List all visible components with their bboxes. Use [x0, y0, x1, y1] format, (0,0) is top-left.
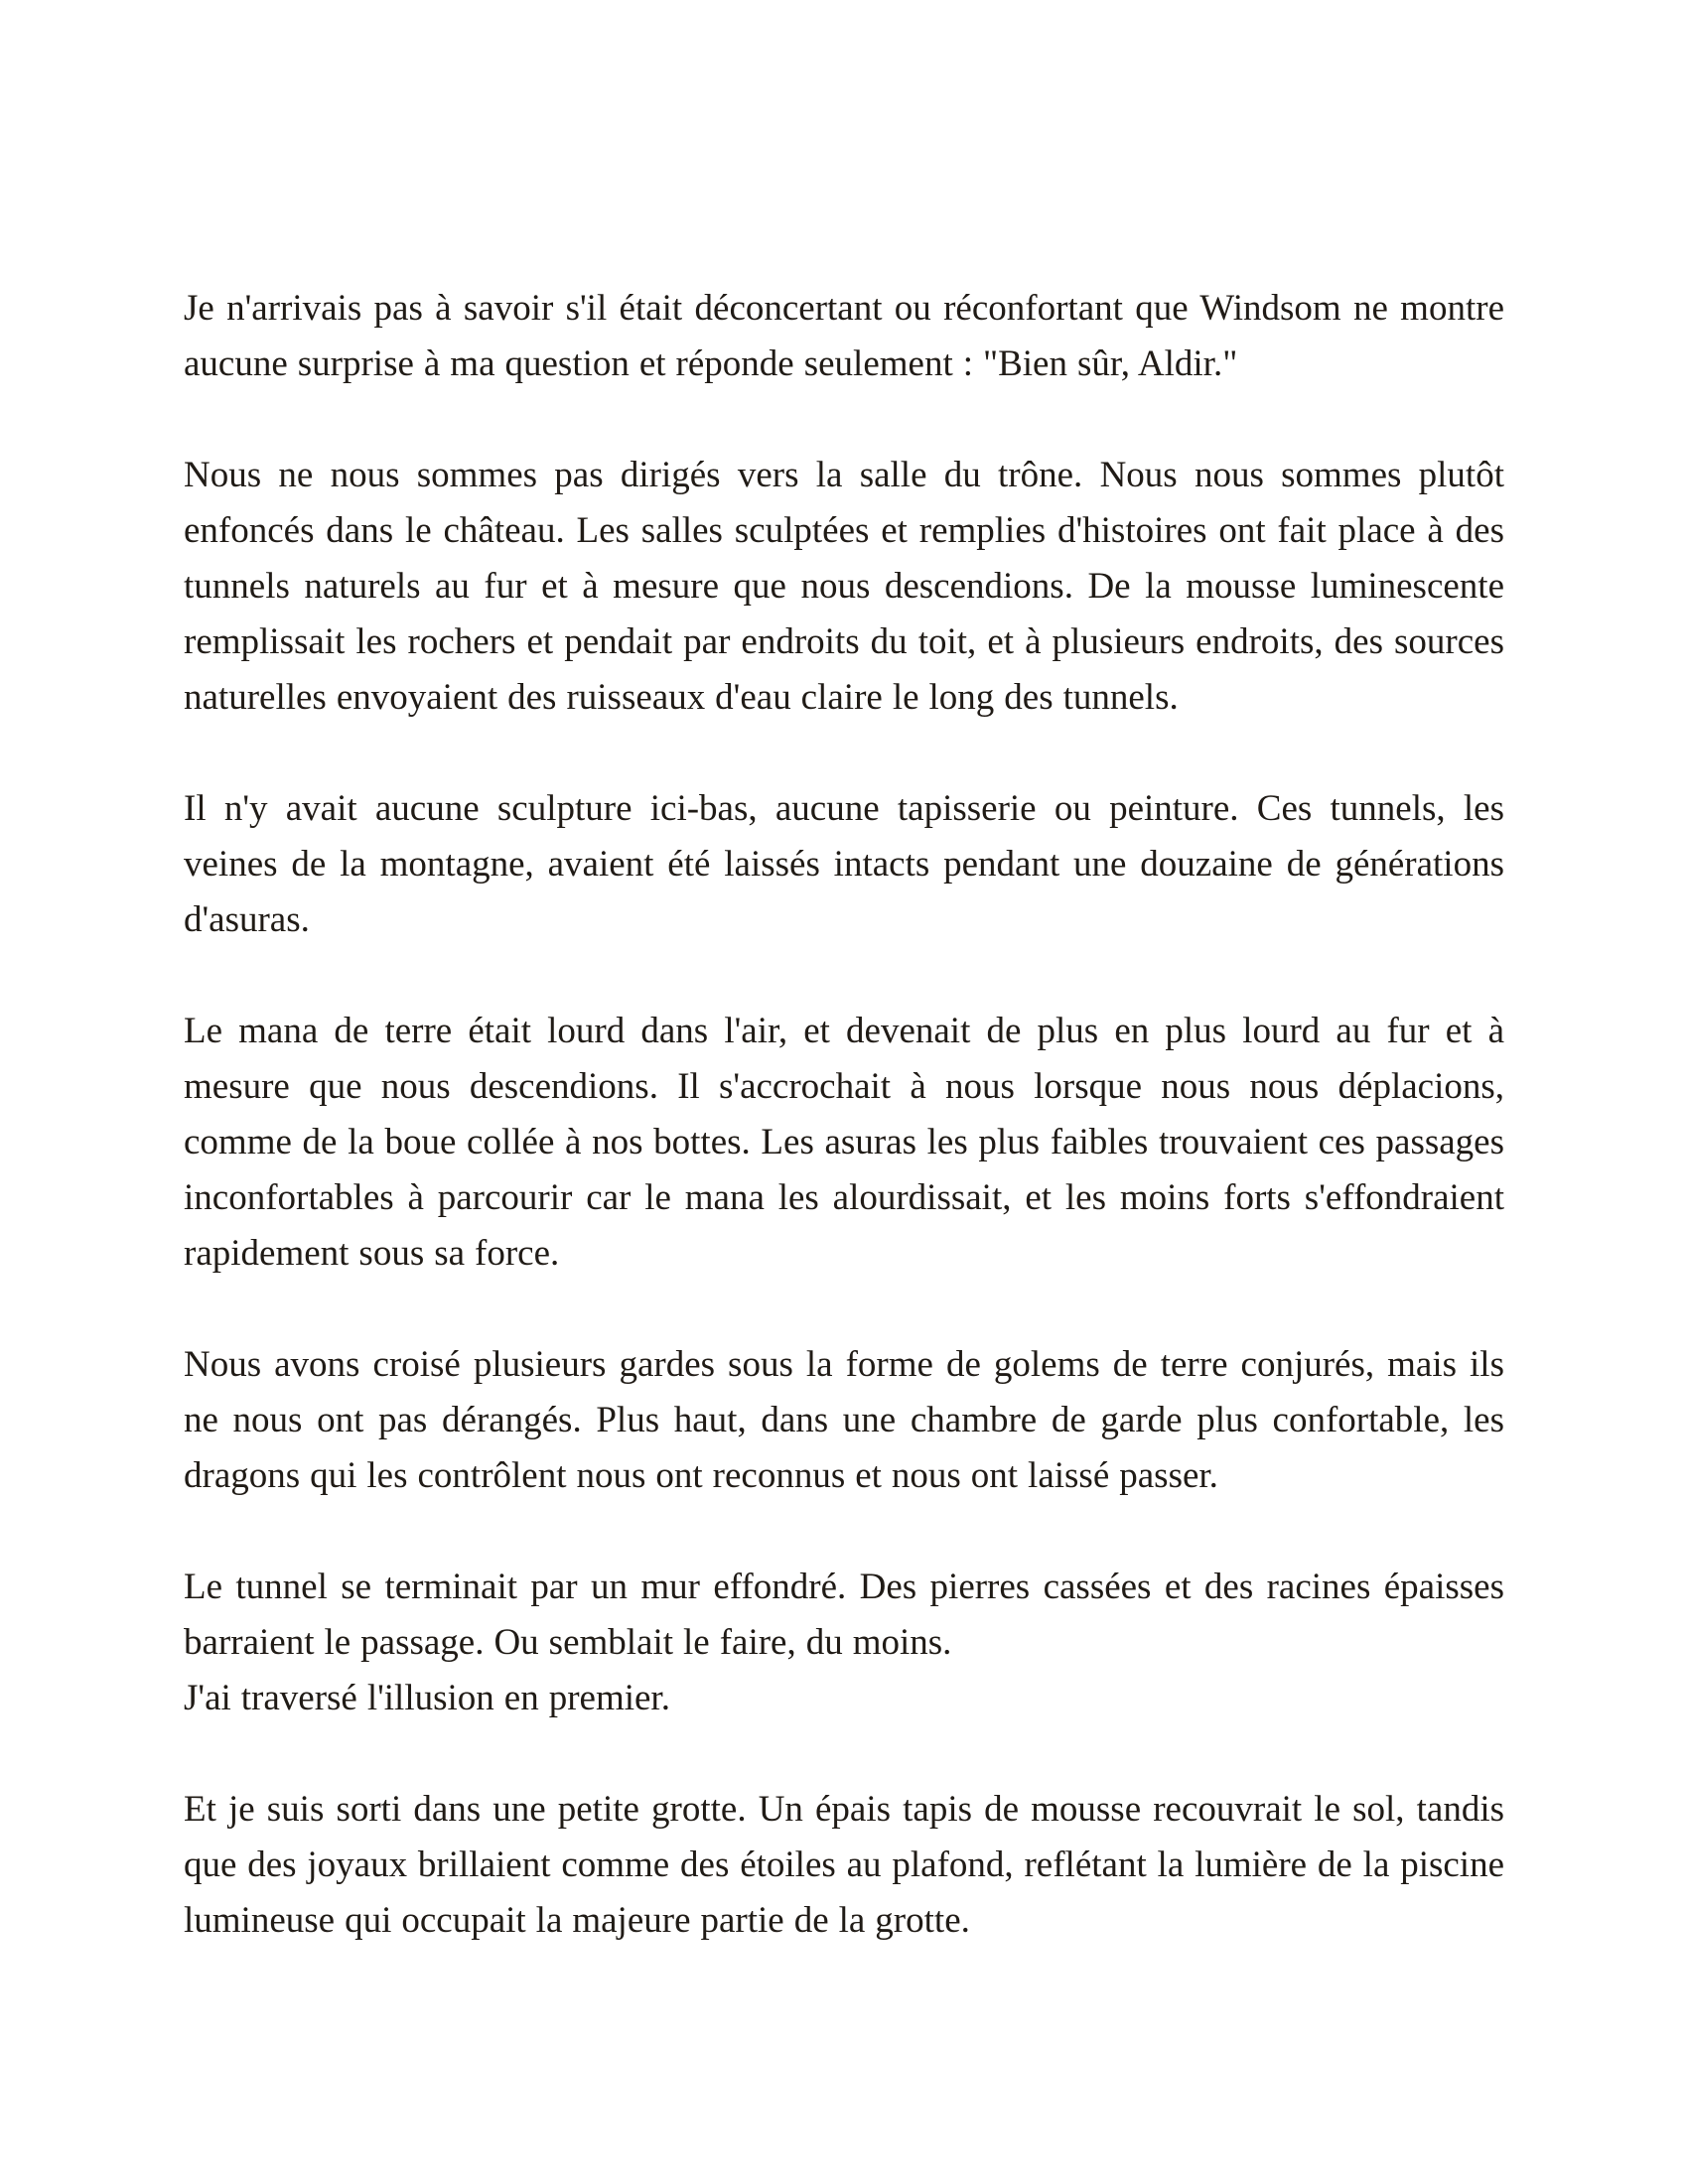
paragraph: Nous avons croisé plusieurs gardes sous la forme de golems de terre conjurés, mais ils ne nous ont pas dérangés. Plus haut, dans une chambre de garde plus confortable, les dragons qui les contrôlent nous ont reconnus et nous ont laissé passer.: [184, 1344, 1504, 1496]
paragraph: Il n'y avait aucune sculpture ici-bas, aucune tapisserie ou peinture. Ces tunnels, les veines de la montagne, avaient été laissés intacts pendant une douzaine de générations d'asuras.: [184, 788, 1504, 940]
paragraph: Le tunnel se terminait par un mur effondré. Des pierres cassées et des racines épaisses barraient le passage. Ou semblait le faire, du moins.: [184, 1567, 1504, 1663]
paragraph: Nous ne nous sommes pas dirigés vers la salle du trône. Nous nous sommes plutôt enfoncés dans le château. Les salles sculptées et remplies d'histoires ont fait place à des tunnels naturels au fur et à mesure que nous descendions. De la mousse luminescente remplissait les rochers et pendait par endroits du toit, et à plusieurs endroits, des sources naturelles envoyaient des ruisseaux d'eau claire le long des tunnels.: [184, 455, 1504, 718]
paragraph: Je n'arrivais pas à savoir s'il était déconcertant ou réconfortant que Windsom ne montre aucune surprise à ma question et réponde seulement : "Bien sûr, Aldir.": [184, 288, 1504, 384]
paragraph: Et je suis sorti dans une petite grotte. Un épais tapis de mousse recouvrait le sol, tandis que des joyaux brillaient comme des étoiles au plafond, reflétant la lumière de la piscine lumineuse qui occupait la majeure partie de la grotte.: [184, 1789, 1504, 1941]
paragraph: J'ai traversé l'illusion en premier.: [184, 1678, 670, 1718]
paragraph: Le mana de terre était lourd dans l'air, et devenait de plus en plus lourd au fur et à mesure que nous descendions. Il s'accrochait à nous lorsque nous nous déplacions, comme de la boue collée à nos bottes. Les asuras les plus faibles trouvaient ces passages inconfortables à parcourir car le mana les alourdissait, et les moins forts s'effondraient rapidement sous sa force.: [184, 1011, 1504, 1274]
